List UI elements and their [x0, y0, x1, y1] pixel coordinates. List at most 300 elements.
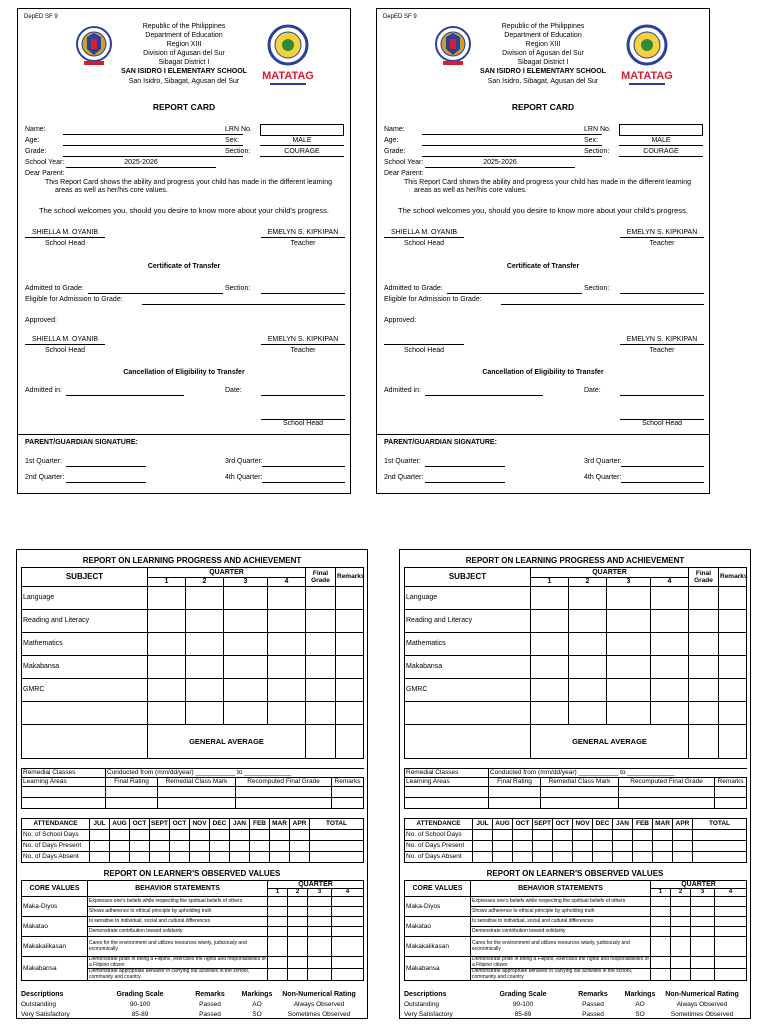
approved-teacher-line [620, 344, 704, 345]
teacher-line [620, 237, 704, 238]
attendance-cell[interactable] [673, 852, 693, 863]
final-grade-cell[interactable] [689, 656, 719, 679]
quarter-grade-cell[interactable] [607, 587, 651, 610]
core-values-table [21, 880, 364, 981]
eligible-line [142, 304, 345, 305]
final-grade-cell[interactable] [689, 610, 719, 633]
quarter-grade-cell[interactable] [268, 656, 306, 679]
remedial-classes-label: Remedial Classes [405, 769, 489, 778]
quarter-grade-cell[interactable] [268, 610, 306, 633]
legend-row [404, 1000, 746, 1010]
message-line-1: This Report Card shows the ability and progress your child has made in the different learning [45, 179, 333, 186]
quarter-grade-cell[interactable] [224, 587, 268, 610]
lrn-box [619, 124, 703, 136]
core-value-row [22, 957, 364, 969]
remarks-cell[interactable] [336, 656, 364, 679]
attendance-cell[interactable] [290, 830, 310, 841]
attendance-cell[interactable] [513, 841, 533, 852]
quarter-grade-cell[interactable] [186, 610, 224, 633]
quarter-grade-cell[interactable] [531, 633, 569, 656]
value-marking-cell[interactable] [332, 969, 364, 981]
attendance-cell[interactable] [150, 852, 170, 863]
value-marking-cell[interactable] [691, 907, 715, 917]
section-value: COURAGE [284, 148, 320, 155]
final-grade-cell[interactable] [689, 587, 719, 610]
remarks-cell[interactable] [336, 633, 364, 656]
attendance-cell[interactable] [170, 830, 190, 841]
value-marking-cell[interactable] [715, 969, 747, 981]
parent-signature-title: PARENT/GUARDIAN SIGNATURE: [25, 439, 138, 446]
date-line [261, 395, 345, 396]
value-marking-cell[interactable] [671, 917, 691, 927]
attendance-cell[interactable] [190, 841, 210, 852]
quarter-header: QUARTER [148, 568, 306, 578]
value-marking-cell[interactable] [691, 897, 715, 907]
core-value-name: Makatao [22, 917, 88, 937]
value-marking-cell[interactable] [332, 937, 364, 957]
remedial-remarks-label: Remarks [332, 778, 364, 787]
dear-parent: Dear Parent: [25, 170, 65, 177]
attendance-cell[interactable] [290, 841, 310, 852]
final-grade-cell[interactable] [689, 679, 719, 702]
attendance-cell[interactable] [473, 841, 493, 852]
attendance-cell[interactable] [250, 852, 270, 863]
value-marking-cell[interactable] [288, 957, 308, 969]
quarter-grade-cell[interactable] [224, 610, 268, 633]
attendance-month: MAR [653, 819, 673, 830]
core-value-name: Makakalikasan [22, 937, 88, 957]
attendance-cell[interactable] [90, 852, 110, 863]
final-grade-cell[interactable] [306, 587, 336, 610]
transfer-section-line [620, 293, 704, 294]
value-marking-cell[interactable] [288, 969, 308, 981]
attendance-cell[interactable] [553, 830, 573, 841]
attendance-cell[interactable] [310, 841, 364, 852]
quarter-grade-cell[interactable] [651, 702, 689, 725]
school-head-name: SHIELLA M. OYANIB [390, 229, 457, 236]
value-marking-cell[interactable] [651, 969, 671, 981]
attendance-cell[interactable] [150, 841, 170, 852]
quarter-grade-cell[interactable] [186, 587, 224, 610]
legend-cell: Outstanding [21, 1001, 57, 1008]
remedial-remarks-label: Remarks [715, 778, 747, 787]
attendance-cell[interactable] [633, 830, 653, 841]
attendance-cell[interactable] [90, 830, 110, 841]
quarter-grade-cell[interactable] [569, 587, 607, 610]
value-marking-cell[interactable] [332, 917, 364, 927]
attendance-cell[interactable] [673, 841, 693, 852]
value-marking-cell[interactable] [308, 907, 332, 917]
attendance-cell[interactable] [190, 852, 210, 863]
value-marking-cell[interactable] [651, 957, 671, 969]
attendance-cell[interactable] [573, 830, 593, 841]
attendance-cell[interactable] [230, 852, 250, 863]
attendance-cell[interactable] [573, 852, 593, 863]
school-head-name: SHIELLA M. OYANIB [31, 229, 98, 236]
quarter-grade-cell[interactable] [268, 702, 306, 725]
school-year-line [425, 167, 575, 168]
remedial-mark-label: Remedial Class Mark [541, 778, 619, 787]
header-line-3: Region XIII [525, 41, 561, 48]
attendance-cell[interactable] [310, 830, 364, 841]
remarks-cell[interactable] [336, 702, 364, 725]
attendance-cell[interactable] [493, 852, 513, 863]
message-line-2: areas as well as her/his core values. [55, 187, 168, 194]
value-marking-cell[interactable] [691, 917, 715, 927]
attendance-cell[interactable] [653, 830, 673, 841]
attendance-cell[interactable] [553, 852, 573, 863]
teacher-label: Teacher [290, 240, 316, 247]
quarter-grade-cell[interactable] [651, 610, 689, 633]
final-grade-cell[interactable] [306, 610, 336, 633]
attendance-cell[interactable] [210, 841, 230, 852]
quarter-grade-cell[interactable] [531, 679, 569, 702]
value-marking-cell[interactable] [308, 917, 332, 927]
age-label: Age: [384, 137, 399, 144]
attendance-cell[interactable] [493, 841, 513, 852]
core-value-row [405, 937, 747, 957]
behavior-header: BEHAVIOR STATEMENTS [88, 881, 268, 897]
quarter-grade-cell[interactable] [148, 610, 186, 633]
subject-row [22, 633, 364, 656]
attendance-cell[interactable] [90, 841, 110, 852]
header-line-2: Department of Education [504, 32, 582, 39]
attendance-cell[interactable] [473, 830, 493, 841]
attendance-cell[interactable] [553, 841, 573, 852]
header-line-3: Region XIII [166, 41, 202, 48]
value-marking-cell[interactable] [651, 897, 671, 907]
grade-label: Grade: [25, 148, 47, 155]
quarter-grade-cell[interactable] [224, 702, 268, 725]
values-q2-header: 2 [671, 889, 691, 897]
attendance-cell[interactable] [533, 852, 553, 863]
quarter-grade-cell[interactable] [148, 679, 186, 702]
value-marking-cell[interactable] [332, 897, 364, 907]
value-marking-cell[interactable] [715, 907, 747, 917]
legend-cell: AO [252, 1001, 262, 1008]
value-marking-cell[interactable] [332, 907, 364, 917]
quarter-grade-cell[interactable] [607, 656, 651, 679]
core-values-table [404, 880, 747, 981]
value-marking-cell[interactable] [308, 937, 332, 957]
quarter-grade-cell[interactable] [651, 656, 689, 679]
value-marking-cell[interactable] [651, 937, 671, 957]
name-label: Name: [25, 126, 46, 133]
attendance-cell[interactable] [693, 830, 747, 841]
value-marking-cell[interactable] [268, 917, 288, 927]
legend-cell: AO [635, 1001, 645, 1008]
approved-teacher-label: Teacher [649, 347, 675, 354]
attendance-cell[interactable] [170, 841, 190, 852]
value-marking-cell[interactable] [288, 937, 308, 957]
age-line [63, 145, 243, 146]
quarter-grade-cell[interactable] [607, 633, 651, 656]
value-marking-cell[interactable] [671, 907, 691, 917]
attendance-cell[interactable] [230, 841, 250, 852]
school-name: SAN ISIDRO I ELEMENTARY SCHOOL [480, 68, 606, 75]
quarter-grade-cell[interactable] [607, 702, 651, 725]
quarter-grade-cell[interactable] [186, 702, 224, 725]
value-marking-cell[interactable] [691, 957, 715, 969]
value-marking-cell[interactable] [671, 957, 691, 969]
quarter-grade-cell[interactable] [607, 610, 651, 633]
quarter-grade-cell[interactable] [186, 679, 224, 702]
quarter-grade-cell[interactable] [268, 633, 306, 656]
attendance-cell[interactable] [613, 830, 633, 841]
grading-legend [21, 990, 363, 1020]
quarter-grade-cell[interactable] [569, 679, 607, 702]
attendance-cell[interactable] [110, 852, 130, 863]
values-q3-header: 3 [691, 889, 715, 897]
value-marking-cell[interactable] [651, 917, 671, 927]
value-marking-cell[interactable] [308, 927, 332, 937]
quarter-grade-cell[interactable] [186, 633, 224, 656]
school-year-line [66, 167, 216, 168]
approved-head-line [25, 344, 105, 345]
value-marking-cell[interactable] [651, 927, 671, 937]
attendance-cell[interactable] [633, 852, 653, 863]
attendance-month: FEB [633, 819, 653, 830]
value-marking-cell[interactable] [288, 897, 308, 907]
quarter-grade-cell[interactable] [569, 633, 607, 656]
attendance-cell[interactable] [513, 830, 533, 841]
value-marking-cell[interactable] [671, 969, 691, 981]
attendance-cell[interactable] [693, 841, 747, 852]
header-line-4: Division of Agusan del Sur [143, 50, 225, 57]
value-marking-cell[interactable] [288, 927, 308, 937]
attendance-cell[interactable] [633, 841, 653, 852]
quarter-grade-cell[interactable] [569, 702, 607, 725]
quarter-grade-cell[interactable] [268, 679, 306, 702]
school-head-label: School Head [403, 240, 445, 247]
quarter-grade-cell[interactable] [531, 587, 569, 610]
final-grade-cell[interactable] [306, 633, 336, 656]
attendance-cell[interactable] [290, 852, 310, 863]
subject-row [22, 587, 364, 610]
behavior-statement: Shows adherence to ethical principle by upholding truth [88, 907, 268, 917]
behavior-statement: Demonstrate appropriate behavior in carrying out activities in the school, community and country [88, 969, 268, 981]
final-grade-header: Final Grade [689, 568, 719, 587]
age-label: Age: [25, 137, 40, 144]
attendance-total-header: TOTAL [310, 819, 364, 830]
attendance-cell[interactable] [533, 841, 553, 852]
values-q2-header: 2 [288, 889, 308, 897]
attendance-month: OCT [553, 819, 573, 830]
subject-name: GMRC [405, 679, 531, 702]
attendance-month: OCT [130, 819, 150, 830]
quarter-grade-cell[interactable] [651, 633, 689, 656]
attendance-cell[interactable] [230, 830, 250, 841]
core-value-name: Makatao [405, 917, 471, 937]
transfer-section-line [261, 293, 345, 294]
attendance-cell[interactable] [250, 830, 270, 841]
remarks-cell[interactable] [719, 702, 747, 725]
attendance-cell[interactable] [270, 852, 290, 863]
quarter-grade-cell[interactable] [224, 656, 268, 679]
quarter-grade-cell[interactable] [148, 633, 186, 656]
remarks-cell[interactable] [336, 610, 364, 633]
attendance-cell[interactable] [533, 830, 553, 841]
remarks-cell[interactable] [336, 587, 364, 610]
value-marking-cell[interactable] [308, 957, 332, 969]
value-marking-cell[interactable] [332, 957, 364, 969]
value-marking-cell[interactable] [715, 917, 747, 927]
values-q4-header: 4 [332, 889, 364, 897]
attendance-cell[interactable] [110, 830, 130, 841]
subject-name [405, 702, 531, 725]
quarter-grade-cell[interactable] [186, 656, 224, 679]
final-grade-cell[interactable] [689, 633, 719, 656]
message-line-3: The school welcomes you, should you desire to know more about your child's progress. [39, 206, 329, 215]
behavior-statement: Demonstrate pride in being a Filipino, exercises the rights and responsibilities of a Filipino citizen [472, 956, 649, 968]
value-marking-cell[interactable] [268, 897, 288, 907]
attendance-cell[interactable] [653, 852, 673, 863]
value-marking-cell[interactable] [268, 969, 288, 981]
value-marking-cell[interactable] [268, 907, 288, 917]
quarter-grade-cell[interactable] [531, 610, 569, 633]
q1-label: 1st Quarter: [384, 458, 421, 465]
legend-cell: Always Observed [293, 1001, 345, 1008]
attendance-cell[interactable] [150, 830, 170, 841]
remarks-cell[interactable] [719, 633, 747, 656]
approved-teacher-name: EMELYN S. KIPKIPAN [267, 336, 339, 343]
teacher-name: EMELYN S. KIPKIPAN [267, 229, 339, 236]
sex-value: MALE [292, 137, 312, 144]
core-value-row [405, 957, 747, 969]
value-marking-cell[interactable] [691, 969, 715, 981]
value-marking-cell[interactable] [268, 937, 288, 957]
remarks-cell[interactable] [719, 610, 747, 633]
value-marking-cell[interactable] [308, 897, 332, 907]
attendance-cell[interactable] [513, 852, 533, 863]
quarter-grade-cell[interactable] [651, 587, 689, 610]
attendance-cell[interactable] [210, 830, 230, 841]
attendance-cell[interactable] [473, 852, 493, 863]
attendance-cell[interactable] [170, 852, 190, 863]
value-marking-cell[interactable] [268, 927, 288, 937]
attendance-cell[interactable] [493, 830, 513, 841]
value-marking-cell[interactable] [715, 927, 747, 937]
value-marking-cell[interactable] [288, 907, 308, 917]
attendance-cell[interactable] [653, 841, 673, 852]
value-marking-cell[interactable] [268, 957, 288, 969]
final-grade-cell[interactable] [689, 702, 719, 725]
legend-row [404, 1010, 746, 1020]
dear-parent: Dear Parent: [384, 170, 424, 177]
general-average-label: GENERAL AVERAGE [531, 725, 689, 759]
attendance-cell[interactable] [190, 830, 210, 841]
value-marking-cell[interactable] [715, 937, 747, 957]
remarks-cell[interactable] [719, 587, 747, 610]
value-marking-cell[interactable] [671, 937, 691, 957]
quarter-grade-cell[interactable] [268, 587, 306, 610]
approved-teacher-label: Teacher [290, 347, 316, 354]
attendance-month: AUG [493, 819, 513, 830]
quarter-1-header: 1 [531, 578, 569, 587]
quarter-grade-cell[interactable] [569, 656, 607, 679]
attendance-cell[interactable] [573, 841, 593, 852]
q1-line [66, 466, 146, 467]
attendance-cell[interactable] [613, 841, 633, 852]
attendance-cell[interactable] [613, 852, 633, 863]
value-marking-cell[interactable] [332, 927, 364, 937]
quarter-grade-cell[interactable] [531, 656, 569, 679]
attendance-cell[interactable] [270, 830, 290, 841]
quarter-grade-cell[interactable] [531, 702, 569, 725]
value-marking-cell[interactable] [715, 957, 747, 969]
value-marking-cell[interactable] [308, 969, 332, 981]
attendance-cell[interactable] [110, 841, 130, 852]
value-marking-cell[interactable] [671, 927, 691, 937]
value-marking-cell[interactable] [671, 897, 691, 907]
value-marking-cell[interactable] [715, 897, 747, 907]
value-marking-cell[interactable] [288, 917, 308, 927]
legend-cell: Passed [582, 1011, 604, 1018]
final-grade-cell[interactable] [306, 702, 336, 725]
remarks-cell[interactable] [336, 679, 364, 702]
cert-transfer-title: Certificate of Transfer [506, 263, 580, 270]
quarter-3-header: 3 [607, 578, 651, 587]
quarter-grade-cell[interactable] [224, 633, 268, 656]
behavior-statement: Expresses one's beliefs while respecting the spiritual beliefs of others [471, 897, 651, 907]
quarter-grade-cell[interactable] [651, 679, 689, 702]
values-q4-header: 4 [715, 889, 747, 897]
attendance-cell[interactable] [593, 852, 613, 863]
attendance-cell[interactable] [250, 841, 270, 852]
transfer-section-label: Section: [225, 285, 251, 292]
core-value-name: Makabansa [22, 957, 88, 981]
attendance-cell[interactable] [130, 841, 150, 852]
section-line [619, 156, 703, 157]
core-value-name: Maka-Diyos [22, 897, 88, 917]
attendance-cell[interactable] [593, 830, 613, 841]
attendance-cell[interactable] [693, 852, 747, 863]
q3-label: 3rd Quarter: [584, 458, 622, 465]
core-value-name: Makabansa [405, 957, 471, 981]
subject-row [405, 587, 747, 610]
value-marking-cell[interactable] [691, 927, 715, 937]
attendance-cell[interactable] [673, 830, 693, 841]
remedial-blank-cell [22, 787, 106, 798]
quarter-grade-cell[interactable] [607, 679, 651, 702]
quarter-grade-cell[interactable] [148, 702, 186, 725]
quarter-grade-cell[interactable] [224, 679, 268, 702]
final-grade-cell[interactable] [306, 679, 336, 702]
attendance-cell[interactable] [210, 852, 230, 863]
remarks-cell[interactable] [719, 656, 747, 679]
attendance-cell[interactable] [593, 841, 613, 852]
sex-line [619, 145, 703, 146]
value-marking-cell[interactable] [651, 907, 671, 917]
attendance-cell[interactable] [310, 852, 364, 863]
value-marking-cell[interactable] [691, 937, 715, 957]
grades-table [21, 567, 364, 759]
legend-header-row [404, 990, 746, 1000]
age-line [422, 145, 602, 146]
quarter-grade-cell[interactable] [569, 610, 607, 633]
quarter-grade-cell[interactable] [148, 587, 186, 610]
attendance-row [22, 841, 364, 852]
remarks-cell[interactable] [719, 679, 747, 702]
attendance-cell[interactable] [270, 841, 290, 852]
subject-row [405, 633, 747, 656]
quarter-grade-cell[interactable] [148, 656, 186, 679]
message-line-2: areas as well as her/his core values. [414, 187, 527, 194]
final-grade-cell[interactable] [306, 656, 336, 679]
header-line-5: Sibagat District I [158, 59, 210, 66]
attendance-cell[interactable] [130, 852, 150, 863]
attendance-cell[interactable] [130, 830, 150, 841]
